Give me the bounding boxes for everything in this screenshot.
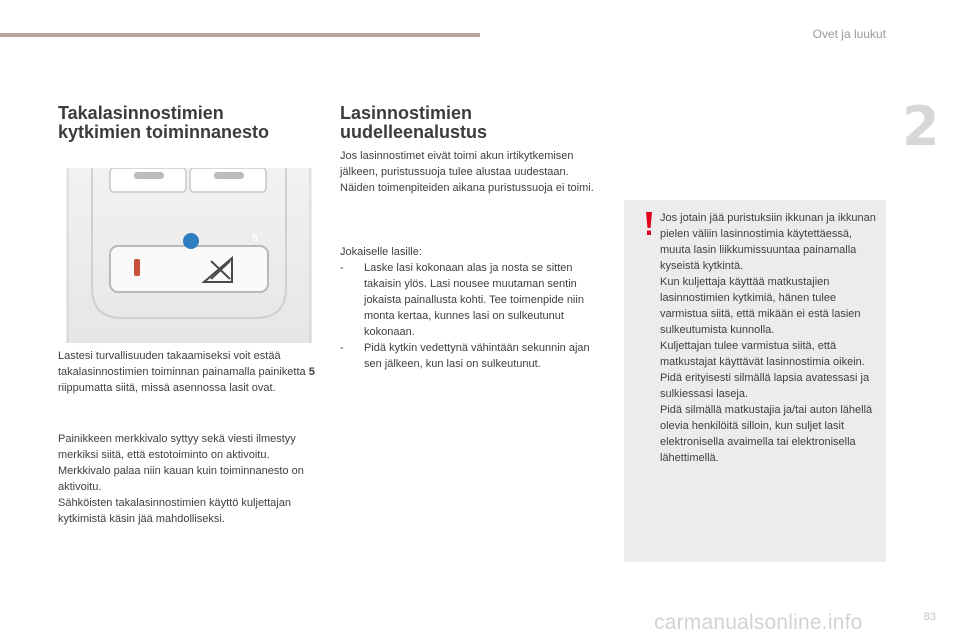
section-name: Ovet ja luukut [812, 27, 886, 41]
bullet-text: Laske lasi kokonaan alas ja nosta se sitten takaisin ylös. Lasi nousee muutaman sentin jokaista painallusta kohti. Tee toimenpide niin monta kertaa, kunnes lasi on sulkeutunut kokonaan. [364, 262, 584, 338]
button-number-ref: 5 [308, 366, 315, 378]
left-heading [58, 104, 318, 142]
left-paragraph-2: Painikkeen merkkivalo syttyy sekä viesti ilmestyy merkiksi siitä, että estotoiminto on aktivoitu. Merkkivalo palaa niin kauan kuin toiminnanesto on aktivoitu. [58, 433, 304, 493]
list-item [340, 260, 602, 340]
middle-intro-block [340, 148, 602, 196]
chapter-number: 2 [902, 95, 940, 158]
exclamation-icon [644, 212, 654, 236]
middle-paragraph-1: Jos lasinnostimet eivät toimi akun irtikytkemisen jälkeen, puristussuoja tulee alustaa uudestaan. [340, 150, 574, 178]
left-paragraph-1-part1: Lastesi turvallisuuden takaamiseksi voit estää takalasinnostimien toiminnan painamalla painiketta [58, 350, 309, 378]
switch-panel-figure [64, 168, 314, 343]
bullet-dash: - [340, 262, 344, 274]
left-paragraph-3: Sähköisten takalasinnostimien käyttö kuljettajan kytkimistä käsin jää mahdolliseksi. [58, 497, 291, 525]
header-rule [0, 33, 480, 37]
middle-paragraph-3: Jokaiselle lasille: [340, 246, 422, 258]
left-paragraph-1-part2: riippumatta siitä, missä asennossa lasit ovat. [58, 382, 276, 394]
bullet-text: Pidä kytkin vedettynä vähintään sekunnin ajan sen jälkeen, kun lasi on sulkeutunut. [364, 342, 590, 370]
callout-5: 5 [252, 233, 258, 244]
switch-panel-illustration [64, 168, 314, 343]
warning-text [660, 210, 876, 466]
list-item [340, 340, 602, 372]
left-paragraph-1 [58, 348, 320, 396]
warning-paragraph-1: Jos jotain jää puristuksiin ikkunan ja ikkunan pielen väliin lasinnostimia käytettäessä, muuta lasin liikkumissuuntaa painamalla kyseistä kytkintä. [660, 212, 876, 272]
middle-bullet-list [340, 260, 602, 372]
warning-paragraph-3: Kuljettajan tulee varmistua siitä, että matkustajat käyttävät lasinnostimia oikein. [660, 340, 865, 368]
watermark: carmanualsonline.info [654, 611, 863, 634]
page-number: 83 [923, 611, 936, 623]
warning-paragraph-2: Kun kuljettaja käyttää matkustajien lasinnostimien kytkimiä, hänen tulee varmistua siitä, että mikään ei estä lasien sulkeutumista kunnolla. [660, 276, 861, 336]
middle-heading-line1: Lasinnostimien [340, 103, 473, 123]
left-heading-line2: kytkimien toiminnanesto [58, 122, 270, 142]
warning-box [624, 200, 886, 562]
bullet-dash: - [340, 342, 344, 354]
middle-paragraph-2: Näiden toimenpiteiden aikana puristussuoja ei toimi. [340, 182, 594, 194]
warning-paragraph-5: Pidä silmällä matkustajia ja/tai auton lähellä olevia henkilöitä silloin, kun suljet lasit elektronisella avaimella tai elektronisella lähettimellä. [660, 404, 873, 464]
left-heading-line1: Takalasinnostimien [58, 103, 224, 123]
middle-heading-line2: uudelleenalustus [340, 122, 488, 142]
warning-paragraph-4: Pidä erityisesti silmällä lapsia avatessasi ja sulkiessasi laseja. [660, 372, 870, 400]
left-paragraph-2-block [58, 431, 320, 527]
middle-heading [340, 104, 600, 142]
